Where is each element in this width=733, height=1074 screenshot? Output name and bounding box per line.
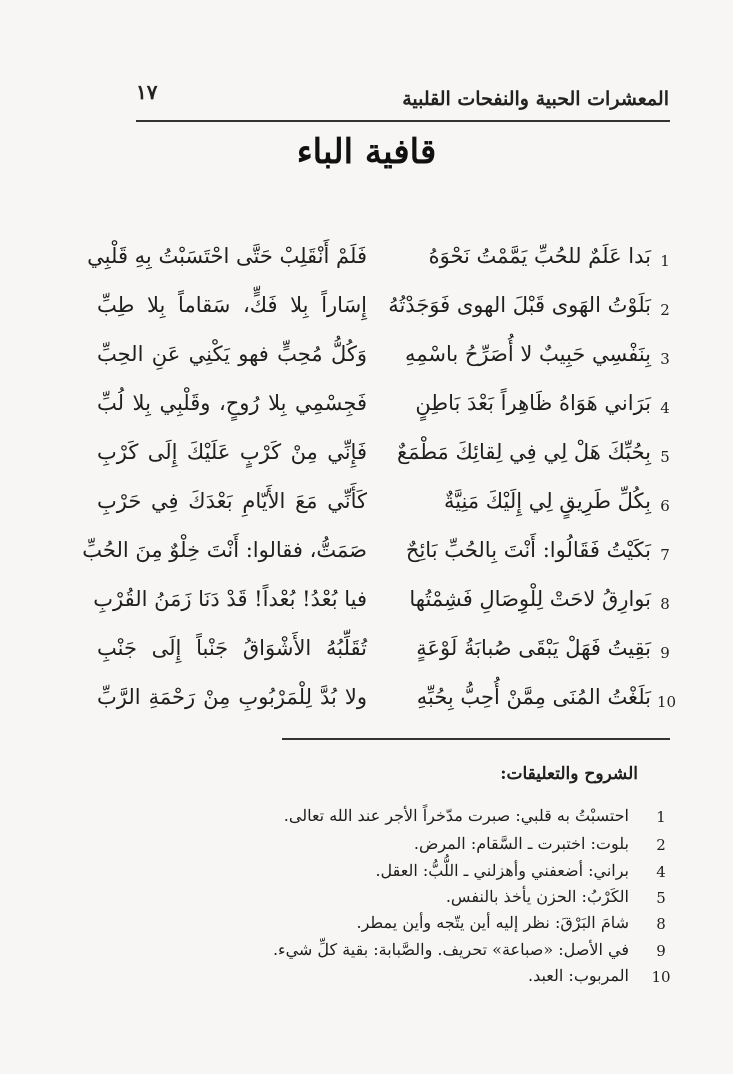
verse-number: 6 — [660, 497, 670, 515]
verse — [0, 336, 733, 384]
verse-number: 2 — [660, 301, 670, 319]
note-item — [0, 861, 733, 887]
poem — [0, 238, 733, 738]
verse — [0, 238, 733, 286]
verse-number: 3 — [660, 350, 670, 368]
note-number: 4 — [656, 863, 666, 881]
verse — [0, 434, 733, 482]
note-number: 2 — [656, 836, 666, 854]
verse-second-hemistich: فَلَمْ أَنْقَلِبْ حَتَّى احْتَسَبْتُ بِهِ قَلْبِي — [87, 244, 367, 268]
note-text: بلوت: اختبرت ـ السَّقام: المرض. — [413, 834, 629, 853]
note-text: في الأصل: «صباعة» تحريف. والصَّبابة: بقية كلِّ شيء. — [272, 940, 629, 959]
note-item — [0, 940, 733, 966]
verse-first-hemistich: بَدا عَلَمٌ للحُبِّ يَمَّمْتُ نَحْوَهُ — [428, 244, 651, 268]
note-number: 10 — [651, 968, 671, 986]
note-text: المربوب: العبد. — [527, 966, 629, 985]
note-text: شامَ البَرْقَ: نظر إليه أين يتّجه وأين يمطر. — [356, 913, 629, 932]
verse-first-hemistich: بَلَوْتُ الهَوى قَبْلَ الهوى فَوَجَدْتُهُ — [388, 293, 651, 317]
verse-second-hemistich: صَمَتُّ، فقالوا: أَنْتَ خِلْوٌ مِنَ الحُبِّ — [82, 538, 367, 562]
verse — [0, 532, 733, 580]
verse-number: 1 — [660, 252, 670, 270]
verse — [0, 581, 733, 629]
verse — [0, 483, 733, 531]
verse — [0, 630, 733, 678]
note-text: احتسبْتُ به قلبي: صبرت مدّخراً الأجر عند الله تعالى. — [283, 806, 629, 825]
notes-heading: الشروح والتعليقات: — [500, 764, 638, 784]
verse-first-hemistich: بِحُبِّكَ هَلْ لِي فِي لِقائِكَ مَطْمَعٌ — [397, 440, 651, 464]
note-number: 9 — [656, 942, 666, 960]
verse-first-hemistich: بِنَفْسِي حَبِيبٌ لا أُصَرِّحُ باسْمِهِ — [404, 342, 651, 366]
verse-second-hemistich: إِسَاراً بِلا فَكٍّ، سَقاماً بِلا طِبِّ — [97, 293, 367, 317]
note-number: 1 — [656, 808, 666, 826]
verse-second-hemistich: فَإِنِّي مِنْ كَرْبٍ عَلَيْكَ إِلَى كَرْبِ — [97, 440, 367, 464]
verse-first-hemistich: بِكُلِّ طَرِيقٍ لِي إِلَيْكَ مَنِيَّةٌ — [443, 489, 651, 513]
note-item — [0, 966, 733, 992]
verse-second-hemistich: كَأَنِّي مَعَ الأَيّامِ بَعْدَكَ فِي حَرْبِ — [97, 489, 367, 513]
verse-number: 10 — [657, 693, 677, 711]
note-number: 8 — [656, 915, 666, 933]
note-item — [0, 913, 733, 939]
verse-second-hemistich: وَكُلُّ مُحِبٍّ فهو يَكْنِي عَنِ الحِبِّ — [97, 342, 367, 366]
verse-second-hemistich: ولا بُدَّ لِلْمَرْبُوبِ مِنْ رَحْمَةِ الرَّبِّ — [97, 685, 367, 709]
verse-number: 4 — [660, 399, 670, 417]
verse-number: 5 — [660, 448, 670, 466]
section-title: قافية الباء — [296, 132, 437, 172]
note-text: براني: أضعفني وأهزلني ـ اللُّبُّ: العقل. — [375, 861, 629, 880]
notes-divider — [282, 738, 670, 740]
note-number: 5 — [656, 889, 666, 907]
verse-number: 8 — [660, 595, 670, 613]
verse — [0, 679, 733, 727]
header-divider — [136, 120, 670, 122]
note-item — [0, 834, 733, 860]
verse-first-hemistich: بَوارِقُ لاحَتْ لِلْوِصَالِ فَشِمْتُها — [409, 587, 651, 611]
verse-second-hemistich: فيا بُعْدُ! بُعْداً! قَدْ دَنَا زَمَنُ القُرْبِ — [93, 587, 367, 611]
verse-second-hemistich: فَجِسْمِي بِلا رُوحٍ، وقَلْبِي بِلا لُبِّ — [97, 391, 367, 415]
verse-first-hemistich: بَلَغْتُ المُنَى مِمَّنْ أُحِبُّ بِحُبِّهِ — [416, 685, 651, 709]
verse-first-hemistich: بَرَاني هَوَاهُ ظَاهِراً بَعْدَ بَاطِنٍ — [415, 391, 651, 415]
note-text: الكَرْبُ: الحزن يأخذ بالنفس. — [445, 887, 629, 906]
note-item — [0, 806, 733, 832]
verse-number: 9 — [660, 644, 670, 662]
verse-number: 7 — [660, 546, 670, 564]
running-header-title: المعشرات الحبية والنفحات القلبية — [402, 88, 669, 110]
note-item — [0, 887, 733, 913]
verse-first-hemistich: بَقِيتُ فَهَلْ يَبْقَى صُبابَةُ لَوْعَةٍ — [416, 636, 651, 660]
verse — [0, 287, 733, 335]
verse — [0, 385, 733, 433]
verse-first-hemistich: بَكَيْتُ فَقَالُوا: أَنْتَ بِالحُبِّ بَائِحٌ — [405, 538, 651, 562]
verse-second-hemistich: تُقَلِّبُهُ الأَشْوَاقُ جَنْباً إِلَى جَنْبِ — [97, 636, 367, 660]
page-number: ١٧ — [136, 80, 158, 104]
